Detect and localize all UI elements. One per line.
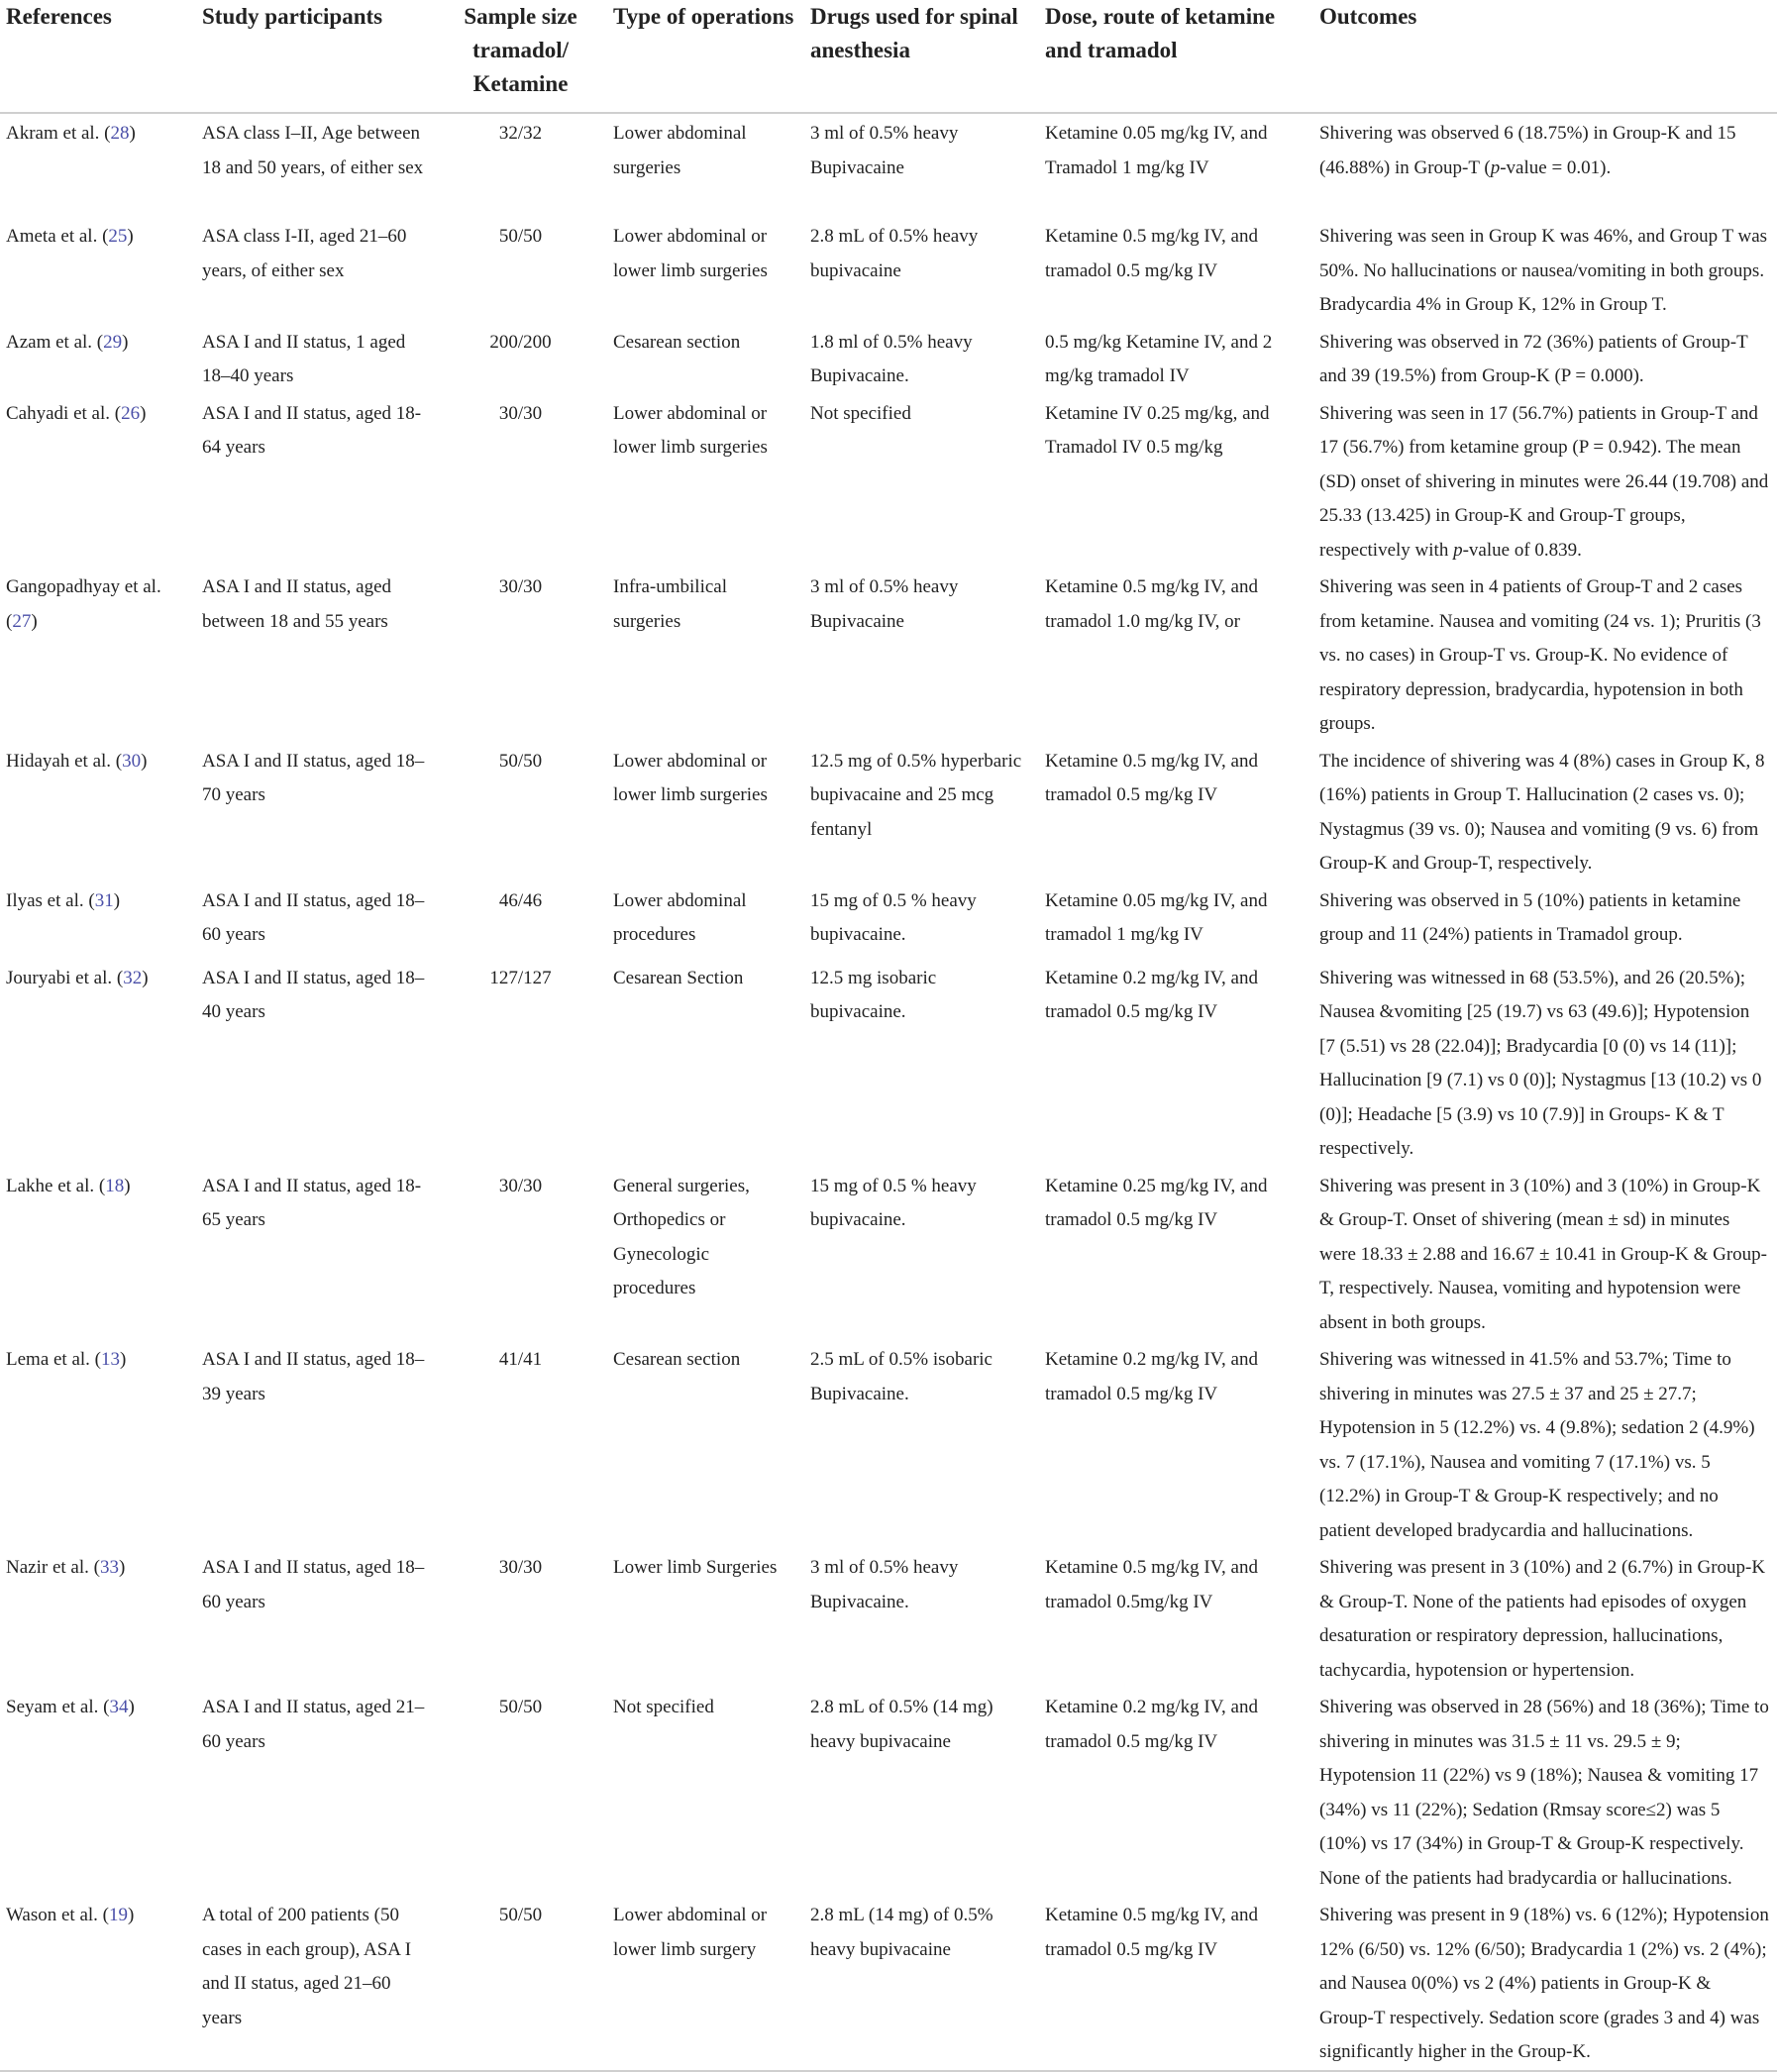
reference-author: Ameta et al. ( bbox=[6, 226, 109, 247]
cell-sample-size: 30/30 bbox=[498, 1175, 543, 1196]
reference-citation-link[interactable]: 25 bbox=[108, 226, 128, 247]
cell-sample-size: 50/50 bbox=[498, 226, 543, 247]
cell-drugs-used: 15 mg of 0.5 % heavy bupivacaine. bbox=[810, 889, 977, 945]
cell-outcomes: Shivering was witnessed in 41.5% and 53.7%; Time to shivering in minutes was 27.5 ± 37 and 25 ± 27.7; Hypotension in 5 (12.2%) vs. 4 (9.8%); sedation 2 (4.9%) vs. 7 (17.1%), Nausea and vomiting 7 (17.1%) vs. 5 (12.2%) in Group-T & Group-K respectively; and no patient developed bradycardia and hallucinations. bbox=[1319, 1349, 1755, 1541]
table-row bbox=[0, 217, 1777, 323]
reference-citation-link[interactable]: 30 bbox=[122, 750, 142, 772]
table-row bbox=[0, 394, 1777, 569]
cell-drugs-used: 3 ml of 0.5% heavy Bupivacaine. bbox=[810, 1557, 959, 1612]
cell-sample-size: 200/200 bbox=[489, 331, 552, 353]
reference-citation-link[interactable]: 29 bbox=[103, 331, 123, 353]
reference-author: Azam et al. ( bbox=[6, 331, 104, 353]
cell-type-of-operation: Lower abdominal or lower limb surgeries bbox=[613, 226, 768, 281]
cell-dose-route: Ketamine 0.2 mg/kg IV, and tramadol 0.5 mg/kg IV bbox=[1045, 1349, 1258, 1404]
cell-type-of-operation: Infra-umbilical surgeries bbox=[613, 576, 728, 632]
table-body bbox=[0, 113, 1777, 2071]
cell-drugs-used: Not specified bbox=[810, 402, 911, 424]
cell-study-participants: ASA class I-II, aged 21–60 years, of either sex bbox=[202, 226, 407, 281]
cell-drugs-used: 15 mg of 0.5 % heavy bupivacaine. bbox=[810, 1175, 977, 1230]
reference-author: Ilyas et al. ( bbox=[6, 889, 95, 911]
cell-reference bbox=[0, 1896, 196, 2071]
reference-citation-link[interactable]: 13 bbox=[101, 1349, 121, 1370]
cell-drugs-used: 12.5 mg of 0.5% hyperbaric bupivacaine and 25 mcg fentanyl bbox=[810, 750, 1022, 840]
reference-author-end: ) bbox=[118, 1557, 126, 1578]
table-row bbox=[0, 1688, 1777, 1896]
cell-study-participants: ASA I and II status, aged 18–60 years bbox=[202, 1557, 425, 1612]
reference-author: Lema et al. ( bbox=[6, 1349, 102, 1370]
cell-reference bbox=[0, 1548, 196, 1688]
header-dose-route: Dose, route of ketamine and tramadol bbox=[1039, 0, 1313, 113]
cell-dose-route: Ketamine 0.5 mg/kg IV, and tramadol 0.5 mg/kg IV bbox=[1045, 750, 1258, 805]
cell-drugs-used: 2.8 mL (14 mg) of 0.5% heavy bupivacaine bbox=[804, 1896, 1039, 2071]
cell-reference bbox=[0, 1688, 196, 1896]
cell-study-participants: ASA I and II status, aged 18–39 years bbox=[202, 1349, 425, 1404]
cell-sample-size: 30/30 bbox=[498, 402, 543, 424]
cell-drugs-used: 3 ml of 0.5% heavy Bupivacaine bbox=[810, 576, 959, 632]
reference-author: Hidayah et al. ( bbox=[6, 750, 123, 772]
reference-author-end: ) bbox=[128, 1905, 135, 1925]
reference-citation-link[interactable]: 34 bbox=[109, 1697, 129, 1717]
cell-drugs-used: 2.5 mL of 0.5% isobaric Bupivacaine. bbox=[810, 1349, 993, 1404]
reference-citation-link[interactable]: 26 bbox=[121, 402, 141, 424]
cell-reference bbox=[0, 323, 196, 394]
cell-dose-route: Ketamine 0.2 mg/kg IV, and tramadol 0.5 mg/kg IV bbox=[1045, 967, 1258, 1022]
reference-author-end: ) bbox=[124, 1175, 131, 1196]
cell-study-participants: ASA I and II status, aged 18–60 years bbox=[202, 889, 425, 945]
cell-drugs-used: 3 ml of 0.5% heavy Bupivacaine bbox=[810, 123, 959, 178]
cell-study-participants: ASA I and II status, aged 18-64 years bbox=[202, 402, 422, 458]
table-row bbox=[0, 742, 1777, 881]
reference-author-end: ) bbox=[127, 226, 134, 247]
cell-type-of-operation: Lower abdominal or lower limb surgery bbox=[607, 1896, 804, 2071]
cell-type-of-operation: Lower abdominal surgeries bbox=[613, 123, 747, 178]
reference-author: Cahyadi et al. ( bbox=[6, 402, 122, 424]
reference-citation-link[interactable]: 19 bbox=[109, 1905, 128, 1925]
cell-drugs-used: 2.8 mL of 0.5% (14 mg) heavy bupivacaine bbox=[810, 1697, 993, 1752]
cell-reference bbox=[0, 742, 196, 881]
cell-dose-route: 0.5 mg/kg Ketamine IV, and 2 mg/kg tramadol IV bbox=[1045, 331, 1273, 386]
reference-author: Seyam et al. ( bbox=[6, 1697, 110, 1717]
cell-study-participants: ASA I and II status, aged 18–70 years bbox=[202, 750, 425, 805]
cell-type-of-operation: Lower limb Surgeries bbox=[613, 1557, 778, 1578]
cell-reference bbox=[0, 113, 196, 217]
reference-author-end: ) bbox=[128, 1697, 135, 1717]
reference-citation-link[interactable]: 28 bbox=[110, 123, 130, 144]
reference-citation-link[interactable]: 18 bbox=[105, 1175, 125, 1196]
table-row bbox=[0, 1340, 1777, 1548]
cell-reference bbox=[0, 217, 196, 323]
cell-sample-size: 30/30 bbox=[498, 576, 543, 597]
cell-outcomes: Shivering was observed in 28 (56%) and 18 (36%); Time to shivering in minutes was 31.5 ± 11 vs. 29.5 ± 9; Hypotension 11 (22%) vs 9 (18%); Nausea & vomiting 17 (34%) vs 11 (22%); Sedation (Rmsay score≤2) was 5 (10%) vs 17 (34%) in Group-T & Group-K respectively. None of the patients had bradycardia or hallucinations. bbox=[1319, 1697, 1769, 1889]
cell-reference bbox=[0, 959, 196, 1167]
table-row bbox=[0, 1548, 1777, 1688]
cell-outcomes: Shivering was seen in Group K was 46%, and Group T was 50%. No hallucinations or nausea/vomiting in both groups. Bradycardia 4% in Group K, 12% in Group T. bbox=[1319, 226, 1768, 315]
reference-author-end: ) bbox=[31, 610, 38, 632]
cell-dose-route: Ketamine 0.05 mg/kg IV, and tramadol 1 mg/kg IV bbox=[1045, 889, 1268, 945]
table-row bbox=[0, 959, 1777, 1167]
cell-dose-route: Ketamine 0.5 mg/kg IV, and tramadol 0.5 mg/kg IV bbox=[1039, 1896, 1313, 2071]
reference-author: Akram et al. ( bbox=[6, 123, 111, 144]
cell-sample-size: 30/30 bbox=[498, 1557, 543, 1578]
table-row bbox=[0, 1896, 1777, 2071]
header-sample-size: Sample size tramadol/ Ketamine bbox=[436, 0, 607, 113]
cell-study-participants: ASA I and II status, 1 aged 18–40 years bbox=[202, 331, 406, 386]
header-row bbox=[0, 0, 1777, 113]
cell-type-of-operation: Not specified bbox=[613, 1697, 714, 1717]
cell-study-participants: ASA I and II status, aged 18-65 years bbox=[202, 1175, 422, 1230]
cell-sample-size: 50/50 bbox=[498, 1697, 543, 1717]
cell-drugs-used: 1.8 ml of 0.5% heavy Bupivacaine. bbox=[810, 331, 973, 386]
header-type-of-operations: Type of operations bbox=[607, 0, 804, 113]
cell-sample-size: 50/50 bbox=[498, 750, 543, 772]
reference-author: Jouryabi et al. ( bbox=[6, 967, 124, 988]
table-row bbox=[0, 1167, 1777, 1341]
header-drugs-spinal-anesthesia: Drugs used for spinal anesthesia bbox=[804, 0, 1039, 113]
cell-study-participants: A total of 200 patients (50 cases in each group), ASA I and II status, aged 21–60 years bbox=[196, 1896, 436, 2071]
cell-sample-size: 50/50 bbox=[436, 1896, 607, 2071]
cell-outcomes: Shivering was observed in 5 (10%) patients in ketamine group and 11 (24%) patients in Tramadol group. bbox=[1319, 889, 1741, 945]
table-row bbox=[0, 323, 1777, 394]
reference-citation-link[interactable]: 32 bbox=[123, 967, 143, 988]
cell-type-of-operation: Cesarean Section bbox=[613, 967, 744, 988]
reference-author-end: ) bbox=[129, 123, 136, 144]
reference-citation-link[interactable]: 31 bbox=[94, 889, 114, 911]
cell-sample-size: 127/127 bbox=[489, 967, 552, 988]
cell-study-participants: ASA class I–II, Age between 18 and 50 years, of either sex bbox=[202, 123, 424, 178]
cell-dose-route: Ketamine IV 0.25 mg/kg, and Tramadol IV 0.5 mg/kg bbox=[1045, 402, 1270, 458]
reference-author: Lakhe et al. ( bbox=[6, 1175, 106, 1196]
reference-author-end: ) bbox=[141, 750, 148, 772]
reference-author-end: ) bbox=[142, 967, 149, 988]
reference-author-end: ) bbox=[140, 402, 147, 424]
cell-reference bbox=[0, 1167, 196, 1341]
reference-citation-link[interactable]: 33 bbox=[99, 1557, 119, 1578]
cell-outcomes: The incidence of shivering was 4 (8%) cases in Group K, 8 (16%) patients in Group T. Hallucination (2 cases vs. 0); Nystagmus (39 vs. 0); Nausea and vomiting (9 vs. 6) from Group-K and Group-T, respectively. bbox=[1319, 750, 1765, 874]
reference-author-end: ) bbox=[120, 1349, 127, 1370]
cell-type-of-operation: Cesarean section bbox=[613, 331, 741, 353]
cell-study-participants: ASA I and II status, aged between 18 and 55 years bbox=[202, 576, 392, 632]
cell-sample-size: 41/41 bbox=[498, 1349, 543, 1370]
cell-dose-route: Ketamine 0.5 mg/kg IV, and tramadol 0.5mg/kg IV bbox=[1045, 1557, 1258, 1612]
cell-dose-route: Ketamine 0.25 mg/kg IV, and tramadol 0.5 mg/kg IV bbox=[1045, 1175, 1268, 1230]
cell-drugs-used: 12.5 mg isobaric bupivacaine. bbox=[810, 967, 937, 1022]
reference-author: Gangopadhyay et al. ( bbox=[6, 576, 161, 632]
cell-outcomes: Shivering was present in 9 (18%) vs. 6 (12%); Hypotension 12% (6/50) vs. 12% (6/50); Bradycardia 1 (2%) vs. 2 (4%); and Nausea 0(0%) vs 2 (4%) patients in Group-K & Group-T respectively. Sedation score (grades 3 and 4) was significantly higher in the Group-K. bbox=[1313, 1896, 1777, 2071]
cell-type-of-operation: Lower abdominal or lower limb surgeries bbox=[613, 750, 768, 805]
reference-author: Wason et al. ( bbox=[6, 1905, 109, 1925]
cell-type-of-operation: Lower abdominal procedures bbox=[613, 889, 747, 945]
reference-citation-link[interactable]: 27 bbox=[12, 610, 32, 632]
cell-sample-size: 46/46 bbox=[498, 889, 543, 911]
cell-outcomes: Shivering was present in 3 (10%) and 2 (6.7%) in Group-K & Group-T. None of the patients had episodes of oxygen desaturation or respiratory depression, hallucinations, tachycardia, hypotension or hypertension. bbox=[1319, 1557, 1766, 1681]
cell-outcomes: Shivering was observed 6 (18.75%) in Group-K and 15 (46.88%) in Group-T (p-value = 0.01). bbox=[1319, 123, 1736, 178]
cell-dose-route: Ketamine 0.05 mg/kg IV, and Tramadol 1 mg/kg IV bbox=[1045, 123, 1268, 178]
cell-type-of-operation: Lower abdominal or lower limb surgeries bbox=[613, 402, 768, 458]
cell-reference bbox=[0, 394, 196, 569]
cell-outcomes: Shivering was present in 3 (10%) and 3 (10%) in Group-K & Group-T. Onset of shivering (mean ± sd) in minutes were 18.33 ± 2.88 and 16.67 ± 10.41 in Group-K & Group-T, respectively. Nausea, vomiting and hypotension were absent in both groups. bbox=[1319, 1175, 1767, 1333]
header-references: References bbox=[0, 0, 196, 113]
cell-study-participants: ASA I and II status, aged 21–60 years bbox=[202, 1697, 425, 1752]
table-row bbox=[0, 881, 1777, 959]
cell-type-of-operation: General surgeries, Orthopedics or Gynecologic procedures bbox=[613, 1175, 750, 1298]
cell-reference bbox=[0, 1340, 196, 1548]
cell-outcomes: Shivering was seen in 17 (56.7%) patients in Group-T and 17 (56.7%) from ketamine group (P = 0.942). The mean (SD) onset of shivering in minutes were 26.44 (19.708) and 25.33 (13.425) in Group-K and Group-T groups, respectively with p-value of 0.839. bbox=[1319, 402, 1769, 561]
cell-outcomes: Shivering was seen in 4 patients of Group-T and 2 cases from ketamine. Nausea and vomiting (24 vs. 1); Pruritis (3 vs. no cases) in Group-T vs. Group-K. No evidence of respiratory depression, bradycardia, hypotension in both groups. bbox=[1319, 576, 1761, 734]
cell-outcomes: Shivering was witnessed in 68 (53.5%), and 26 (20.5%); Nausea &vomiting [25 (19.7) vs 63 (49.6)]; Hypotension [7 (5.51) vs 28 (22.04)]; Bradycardia [0 (0) vs 14 (11)]; Hallucination [9 (7.1) vs 0 (0)]; Nystagmus [13 (10.2) vs 0 (0)]; Headache [5 (3.9) vs 10 (7.9)] in Groups- K & T respectively. bbox=[1319, 967, 1762, 1159]
cell-dose-route: Ketamine 0.5 mg/kg IV, and tramadol 1.0 mg/kg IV, or bbox=[1045, 576, 1258, 632]
table-row bbox=[0, 113, 1777, 217]
cell-reference bbox=[0, 568, 196, 742]
table-header bbox=[0, 0, 1777, 113]
reference-author: Nazir et al. ( bbox=[6, 1557, 100, 1578]
cell-sample-size: 32/32 bbox=[498, 123, 543, 144]
table-row bbox=[0, 568, 1777, 742]
reference-author-end: ) bbox=[122, 331, 129, 353]
header-study-participants: Study participants bbox=[196, 0, 436, 113]
cell-outcomes: Shivering was observed in 72 (36%) patients of Group-T and 39 (19.5%) from Group-K (P = 0.000). bbox=[1319, 331, 1748, 386]
header-outcomes: Outcomes bbox=[1313, 0, 1777, 113]
cell-dose-route: Ketamine 0.2 mg/kg IV, and tramadol 0.5 mg/kg IV bbox=[1045, 1697, 1258, 1752]
reference-author-end: ) bbox=[113, 889, 121, 911]
cell-reference bbox=[0, 881, 196, 959]
cell-study-participants: ASA I and II status, aged 18–40 years bbox=[202, 967, 425, 1022]
cell-type-of-operation: Cesarean section bbox=[613, 1349, 741, 1370]
cell-drugs-used: 2.8 mL of 0.5% heavy bupivacaine bbox=[810, 226, 979, 281]
cell-dose-route: Ketamine 0.5 mg/kg IV, and tramadol 0.5 mg/kg IV bbox=[1045, 226, 1258, 281]
